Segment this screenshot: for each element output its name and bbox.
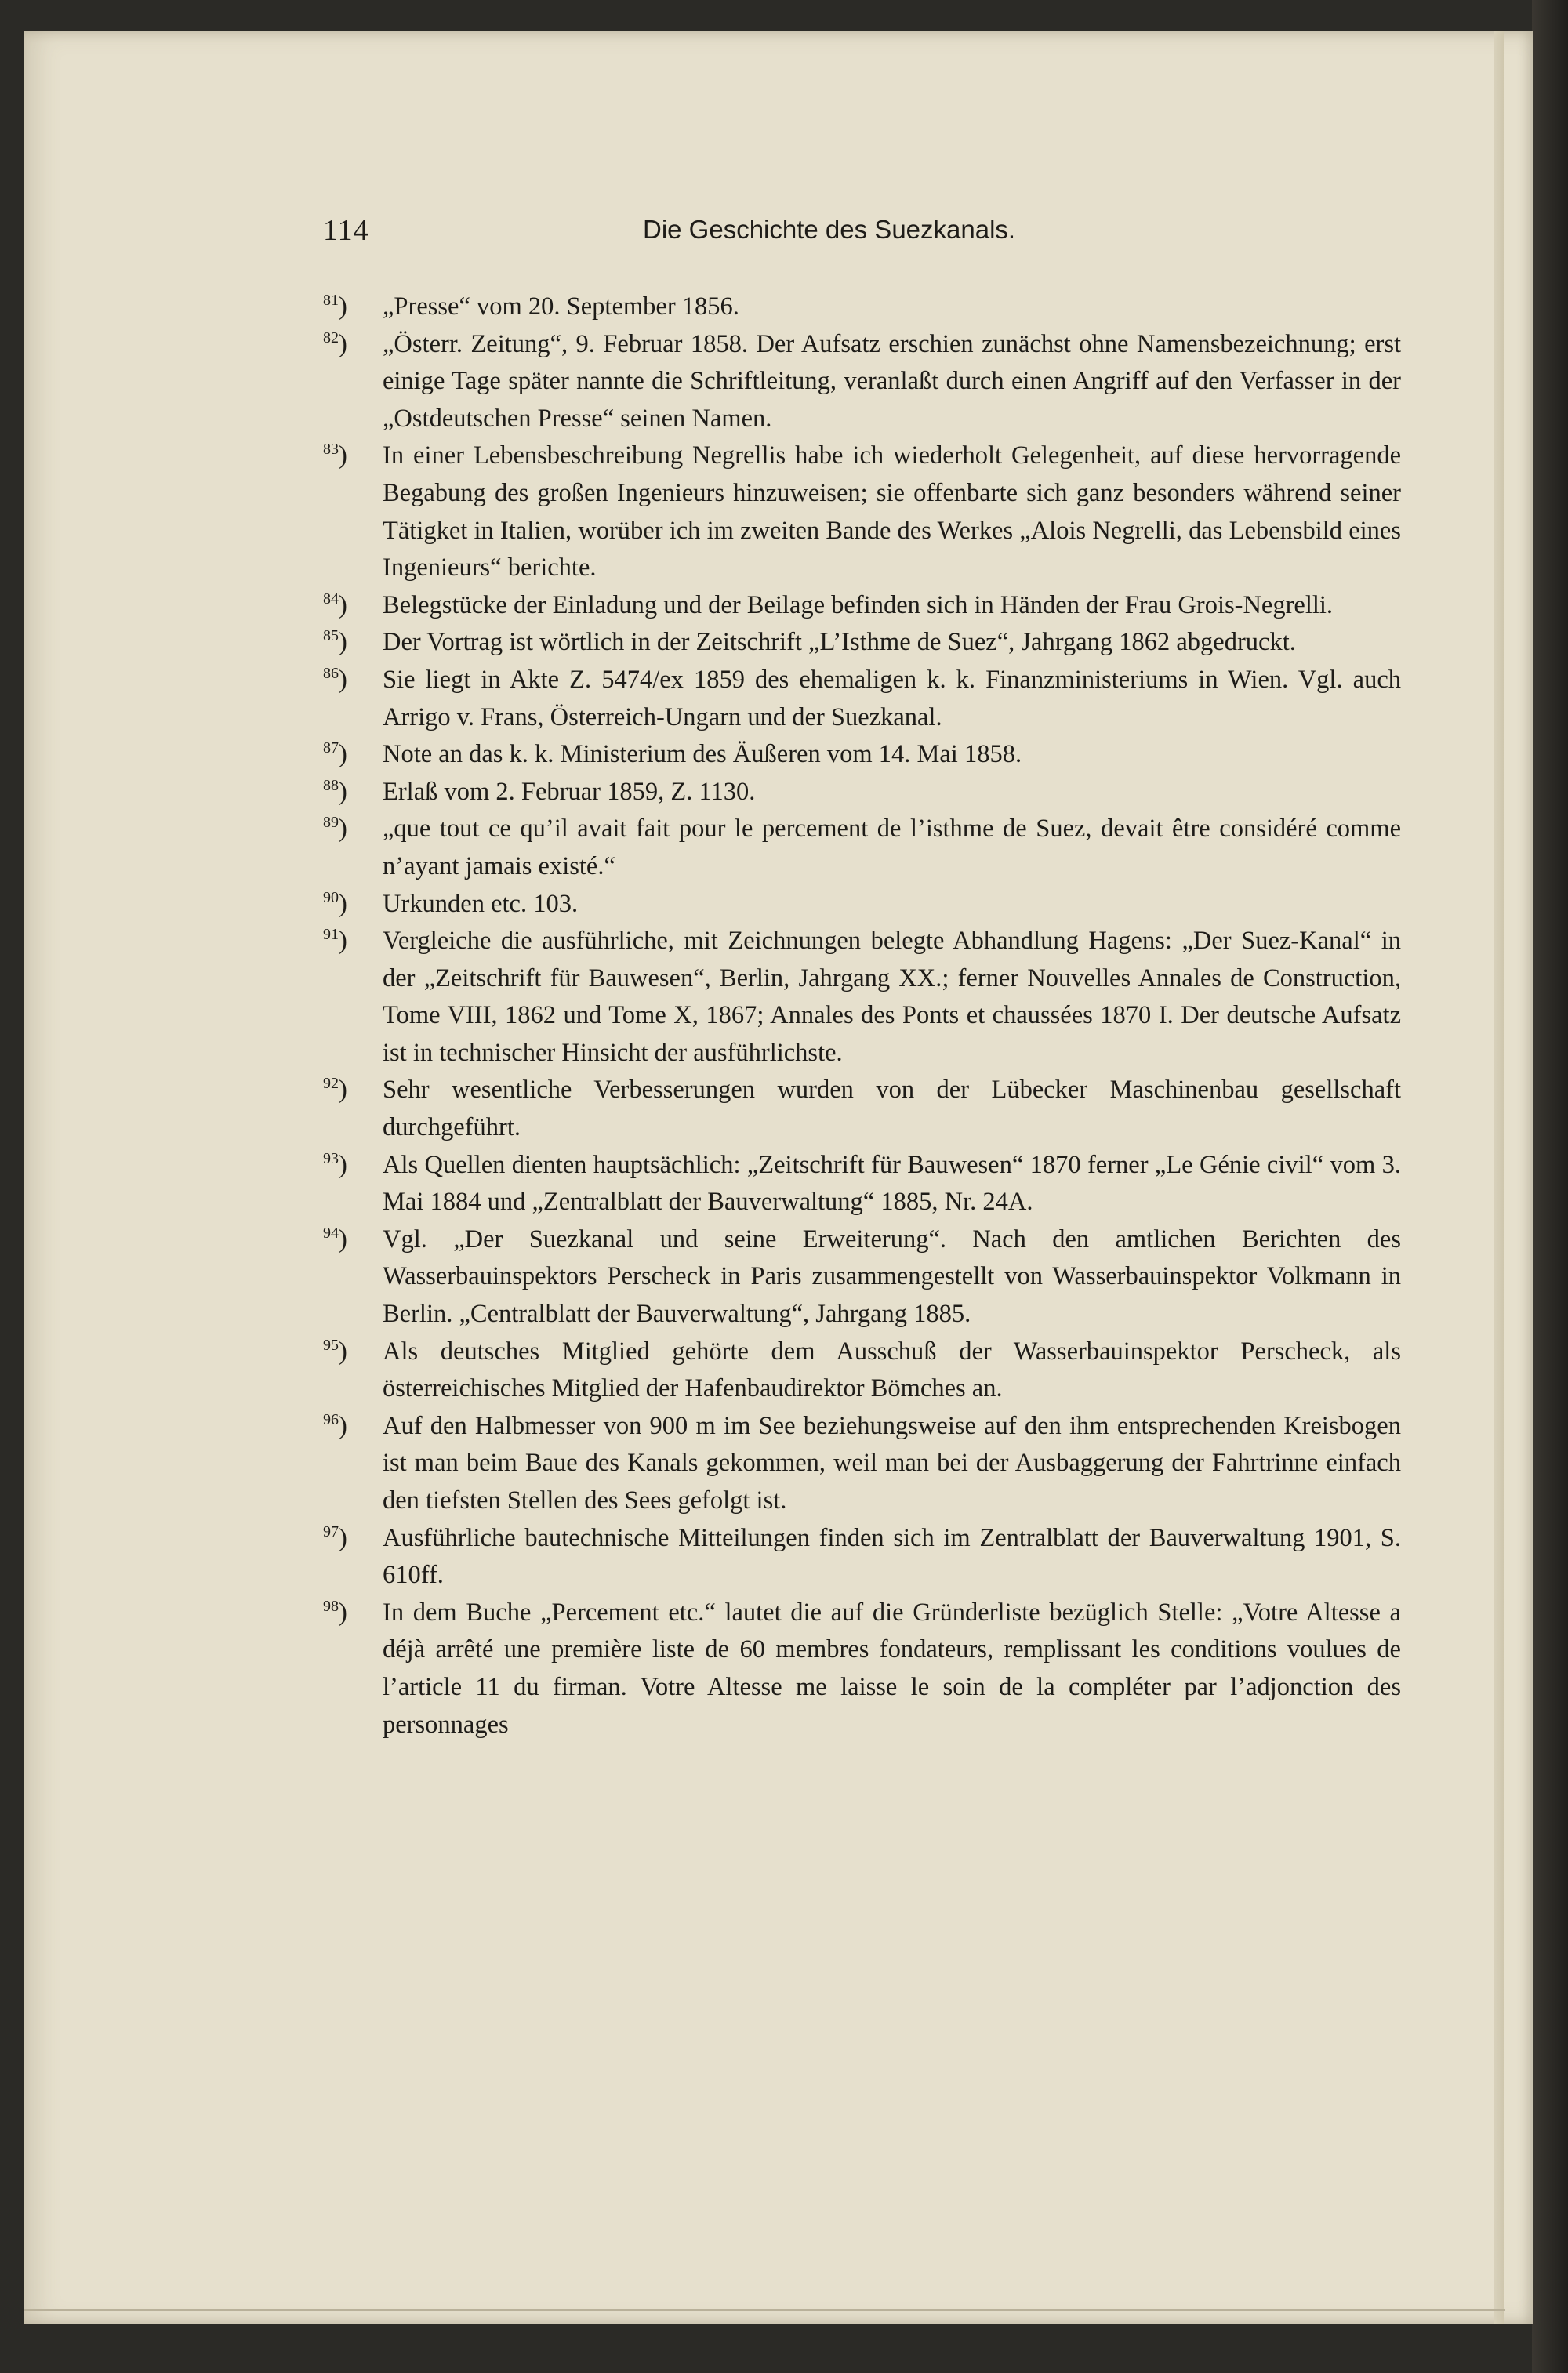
footnote-number-text: 94: [323, 1224, 339, 1242]
footnote-number-text: 90: [323, 888, 339, 906]
footnote-number: $^{97}$): [323, 1522, 347, 1552]
footnote-number-text: 88: [323, 776, 339, 794]
page-bottom-edge: [24, 2309, 1505, 2311]
footnote-number: $^{92}$): [323, 1075, 347, 1105]
footnote-number-text: 86: [323, 664, 339, 682]
footnote: [323, 811, 1401, 885]
footnote-number: $^{83}$): [323, 441, 347, 470]
footnote: [323, 326, 1401, 438]
footnote-text: In dem Buche „Percement etc.“ lautet die auf die Gründerliste bezüglich Stelle: „Votre Altesse a déjà arrêté une première liste de 60 membres fondateurs, remplissant les conditions voulues de l’article 11 du firman. Votre Altesse me laisse le soin de la compléter par l’adjonction des personnages: [383, 1598, 1401, 1739]
footnote: [323, 1221, 1401, 1333]
footnote: [323, 1408, 1401, 1520]
footnote-number: $^{81}$): [323, 292, 347, 321]
footnote-text: Sehr wesentliche Verbesserungen wurden von der Lübecker Maschinenbau gesellschaft durchgeführt.: [383, 1076, 1401, 1142]
footnote-number-text: 95: [323, 1336, 339, 1354]
footnote-number: $^{88}$): [323, 776, 347, 806]
footnote-text: Sie liegt in Akte Z. 5474/ex 1859 des ehemaligen k. k. Finanzministeriums in Wien. Vgl. auch Arrigo v. Frans, Österreich-Ungarn und der Suezkanal.: [383, 665, 1401, 731]
footnote-text: Urkunden etc. 103.: [383, 889, 579, 918]
footnote: [323, 886, 1401, 923]
footnote-text: Als deutsches Mitglied gehörte dem Ausschuß der Wasserbauinspektor Perscheck, als österreichisches Mitglied der Hafenbaudirektor Bömches an.: [383, 1337, 1401, 1403]
footnote-number: $^{89}$): [323, 814, 347, 844]
footnote-text: Ausführliche bautechnische Mitteilungen finden sich im Zentralblatt der Bauverwaltung 1901, S. 610ff.: [383, 1523, 1401, 1590]
footnote: [323, 1072, 1401, 1146]
footnote-text: Als Quellen dienten hauptsächlich: „Zeitschrift für Bauwesen“ 1870 ferner „Le Génie civil“ vom 3. Mai 1884 und „Zentralblatt der Bauverwaltung“ 1885, Nr. 24A.: [383, 1150, 1401, 1217]
footnote-text: Erlaß vom 2. Februar 1859, Z. 1130.: [383, 777, 756, 806]
footnote: [323, 923, 1401, 1072]
footnote-text: Note an das k. k. Ministerium des Äußeren vom 14. Mai 1858.: [383, 740, 1022, 769]
footnote-text: „Österr. Zeitung“, 9. Februar 1858. Der Aufsatz erschien zunächst ohne Namensbezeichnung; erst einige Tage später nannte die Schriftleitung, veranlaßt durch einen Angriff auf den Verfasser in der „Ostdeutschen Presse“ seinen Namen.: [383, 329, 1401, 433]
page-number: 114: [323, 214, 369, 247]
footnote-number-text: 81: [323, 292, 339, 309]
footnote: [323, 1147, 1401, 1221]
footnote-number-text: 89: [323, 814, 339, 832]
footnote-text: Vergleiche die ausführliche, mit Zeichnungen belegte Abhandlung Hagens: „Der Suez-Kanal“ in der „Zeitschrift für Bauwesen“, Berlin, Jahrgang XX.; ferner Nouvelles Annales de Construction, Tome VIII, 1862 und Tome X, 1867; Annales des Ponts et chaussées 1870 I. Der deutsche Aufsatz ist in technischer Hinsicht der ausführlichste.: [383, 927, 1401, 1067]
footnote: [323, 1595, 1401, 1743]
footnote-number: $^{90}$): [323, 888, 347, 918]
footnote-number: $^{91}$): [323, 926, 347, 956]
footnote-number: $^{85}$): [323, 627, 347, 657]
footnote: [323, 624, 1401, 662]
footnote-number-text: 85: [323, 627, 339, 645]
footnote-number: $^{96}$): [323, 1410, 347, 1440]
footnote: [323, 736, 1401, 774]
footnote-text: Vgl. „Der Suezkanal und seine Erweiterung“. Nach den amtlichen Berichten des Wasserbauinspektors Perscheck in Paris zusammengestellt von Wasserbauinspektor Volkmann in Berlin. „Centralblatt der Bauverwaltung“, Jahrgang 1885.: [383, 1225, 1401, 1329]
footnote-number-text: 84: [323, 590, 339, 608]
footnote-text: „que tout ce qu’il avait fait pour le percement de l’isthme de Suez, devait être considéré comme n’ayant jamais existé.“: [383, 815, 1401, 880]
footnote-number-text: 96: [323, 1410, 339, 1428]
footnote-number: $^{82}$): [323, 328, 347, 358]
footnote-number: $^{98}$): [323, 1597, 347, 1627]
page-header: [323, 213, 1107, 257]
footnote-text: Auf den Halbmesser von 900 m im See beziehungsweise auf den ihm entsprechenden Kreisbogen ist man beim Baue des Kanals gekommen, weil man bei der Ausbaggerung der Fahrtrinne einfach den tiefsten Stellen des Sees gefolgt ist.: [383, 1411, 1401, 1515]
footnote-number-text: 98: [323, 1597, 339, 1615]
footnote-text: Der Vortrag ist wörtlich in der Zeitschrift „L’Isthme de Suez“, Jahrgang 1862 abgedruckt.: [383, 628, 1296, 657]
footnote-number-text: 93: [323, 1149, 339, 1167]
footnote: [323, 288, 1401, 326]
footnote: [323, 437, 1401, 586]
scan-background-edge: [1532, 0, 1568, 2373]
footnote: [323, 1333, 1401, 1408]
footnote-number-text: 92: [323, 1075, 339, 1093]
footnote-number: $^{93}$): [323, 1149, 347, 1179]
footnote-list: [323, 288, 1401, 1743]
footnote-number: $^{84}$): [323, 590, 347, 619]
footnote-text: „Presse“ vom 20. September 1856.: [383, 292, 739, 321]
footnote-number: $^{87}$): [323, 739, 347, 769]
page-edge: [1494, 31, 1504, 2324]
footnote: [323, 662, 1401, 736]
footnote-number-text: 97: [323, 1522, 339, 1540]
footnote-number: $^{86}$): [323, 664, 347, 694]
footnote-text: In einer Lebensbeschreibung Negrellis habe ich wiederholt Gelegenheit, auf diese hervorragende Begabung des großen Ingenieurs hinzuweisen; sie offenbarte sich ganz besonders während seiner Tätigket in Italien, worüber ich im zweiten Bande des Werkes „Alois Negrelli, das Lebensbild eines Ingenieurs“ berichte.: [383, 441, 1401, 582]
footnote: [323, 774, 1401, 811]
footnote-number-text: 82: [323, 328, 339, 347]
running-title: Die Geschichte des Suezkanals.: [643, 215, 1016, 244]
footnote: [323, 1520, 1401, 1595]
footnote-number-text: 87: [323, 739, 339, 757]
footnote: [323, 587, 1401, 625]
footnote-number: $^{95}$): [323, 1336, 347, 1366]
footnote-number-text: 91: [323, 926, 339, 944]
footnote-text: Belegstücke der Einladung und der Beilage befinden sich in Händen der Frau Grois-Negrelli.: [383, 590, 1334, 619]
footnote-number: $^{94}$): [323, 1224, 347, 1254]
footnote-number-text: 83: [323, 441, 339, 459]
